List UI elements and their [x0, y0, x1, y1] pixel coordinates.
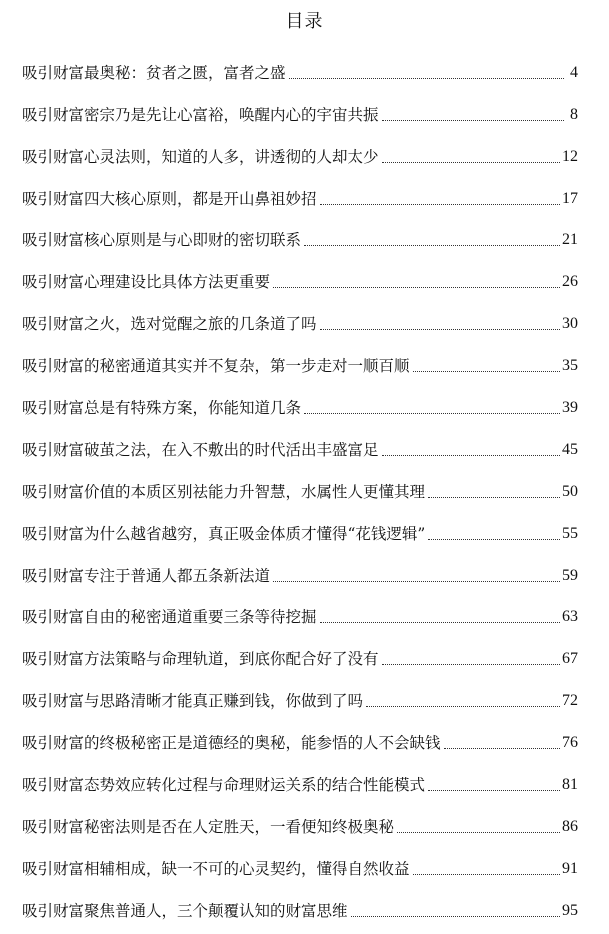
toc-entry-page-number: 50 [562, 482, 578, 500]
toc-entry[interactable] [22, 850, 578, 892]
toc-entry-page-number: 45 [562, 440, 578, 458]
toc-entry-page-number: 8 [570, 105, 578, 123]
toc-entry[interactable] [22, 180, 578, 222]
toc-entry-title: 吸引财富态势效应转化过程与命理财运关系的结合性能模式 [22, 776, 426, 795]
toc-entry-title: 吸引财富最奥秘：贫者之匮，富者之盛 [22, 63, 286, 82]
toc-entry-page-number: 21 [562, 231, 578, 249]
dot-leader [428, 497, 560, 498]
toc-entry-title: 吸引财富自由的秘密通道重要三条等待挖掘 [22, 608, 317, 627]
toc-entry-page-number: 67 [562, 650, 578, 668]
toc-entry[interactable] [22, 515, 578, 557]
toc-entry-page-number: 72 [562, 692, 578, 710]
dot-leader [413, 874, 560, 875]
toc-entry[interactable] [22, 431, 578, 473]
toc-entry-title: 吸引财富方法策略与命理轨道，到底你配合好了没有 [22, 650, 379, 669]
toc-entry[interactable] [22, 473, 578, 515]
toc-entry-page-number: 91 [562, 859, 578, 877]
toc-entry[interactable] [22, 138, 578, 180]
dot-leader [320, 329, 560, 330]
toc-entry[interactable] [22, 347, 578, 389]
dot-leader [382, 120, 564, 121]
dot-leader [289, 78, 564, 79]
toc-entry-page-number: 76 [562, 734, 578, 752]
dot-leader [351, 916, 560, 917]
dot-leader [304, 413, 560, 414]
toc-entry[interactable] [22, 54, 578, 96]
toc-entry-title: 吸引财富与思路清晰才能真正赚到钱，你做到了吗 [22, 692, 364, 711]
dot-leader [382, 162, 560, 163]
toc-entry[interactable] [22, 682, 578, 724]
toc-entry[interactable] [22, 766, 578, 808]
toc-entry-page-number: 59 [562, 566, 578, 584]
toc-entry[interactable] [22, 724, 578, 766]
toc-entry-title: 吸引财富心灵法则，知道的人多，讲透彻的人却太少 [22, 147, 379, 166]
toc-entry-title: 吸引财富价值的本质区别祛能力升智慧，水属性人更懂其理 [22, 482, 426, 501]
dot-leader [273, 581, 560, 582]
toc-entry-page-number: 86 [562, 817, 578, 835]
toc-entry-page-number: 17 [562, 189, 578, 207]
toc-entry-page-number: 81 [562, 776, 578, 794]
toc-entry-title: 吸引财富总是有特殊方案，你能知道几条 [22, 399, 302, 418]
toc-entry[interactable] [22, 96, 578, 138]
dot-leader [320, 622, 560, 623]
toc-entry[interactable] [22, 263, 578, 305]
toc-entry[interactable] [22, 305, 578, 347]
toc-entry-title: 吸引财富聚焦普通人，三个颠覆认知的财富思维 [22, 901, 348, 920]
toc-list [22, 54, 578, 934]
dot-leader [320, 204, 560, 205]
toc-entry-page-number: 26 [562, 273, 578, 291]
toc-entry-title: 吸引财富的终极秘密正是道德经的奥秘，能参悟的人不会缺钱 [22, 734, 441, 753]
toc-entry-title: 吸引财富四大核心原则，都是开山鼻祖妙招 [22, 189, 317, 208]
toc-entry-title: 吸引财富破茧之法，在入不敷出的时代活出丰盛富足 [22, 440, 379, 459]
toc-entry-title: 吸引财富的秘密通道其实并不复杂，第一步走对一顺百顺 [22, 357, 410, 376]
toc-entry-title: 吸引财富心理建设比具体方法更重要 [22, 273, 271, 292]
toc-entry-title: 吸引财富专注于普通人都五条新法道 [22, 566, 271, 585]
toc-entry[interactable] [22, 892, 578, 934]
dot-leader [413, 371, 560, 372]
toc-entry-title: 吸引财富秘密法则是否在人定胜天，一看便知终极奥秘 [22, 817, 395, 836]
toc-entry-page-number: 4 [570, 63, 578, 81]
dot-leader [444, 748, 560, 749]
dot-leader [366, 706, 560, 707]
toc-entry-page-number: 95 [562, 901, 578, 919]
toc-entry-title: 吸引财富密宗乃是先让心富裕，唤醒内心的宇宙共振 [22, 105, 379, 124]
dot-leader [273, 287, 560, 288]
toc-entry-title: 吸引财富核心原则是与心即财的密切联系 [22, 231, 302, 250]
dot-leader [382, 664, 560, 665]
toc-entry-page-number: 39 [562, 399, 578, 417]
toc-entry-page-number: 55 [562, 524, 578, 542]
dot-leader [397, 832, 560, 833]
toc-entry-title: 吸引财富相辅相成，缺一不可的心灵契约，懂得自然收益 [22, 859, 410, 878]
toc-entry[interactable] [22, 389, 578, 431]
toc-entry[interactable] [22, 599, 578, 641]
toc-entry[interactable] [22, 222, 578, 264]
toc-title: 目录 [285, 11, 324, 32]
dot-leader [428, 790, 560, 791]
toc-entry-page-number: 12 [562, 147, 578, 165]
toc-entry-title: 吸引财富为什么越省越穷，真正吸金体质才懂得“花钱逻辑” [22, 524, 426, 543]
toc-entry-page-number: 30 [562, 315, 578, 333]
dot-leader [304, 245, 560, 246]
toc-entry[interactable] [22, 808, 578, 850]
toc-entry[interactable] [22, 640, 578, 682]
dot-leader [428, 539, 560, 540]
toc-entry-page-number: 63 [562, 608, 578, 626]
toc-entry-title: 吸引财富之火，选对觉醒之旅的几条道了吗 [22, 315, 317, 334]
toc-entry[interactable] [22, 557, 578, 599]
toc-entry-page-number: 35 [562, 357, 578, 375]
dot-leader [382, 455, 560, 456]
